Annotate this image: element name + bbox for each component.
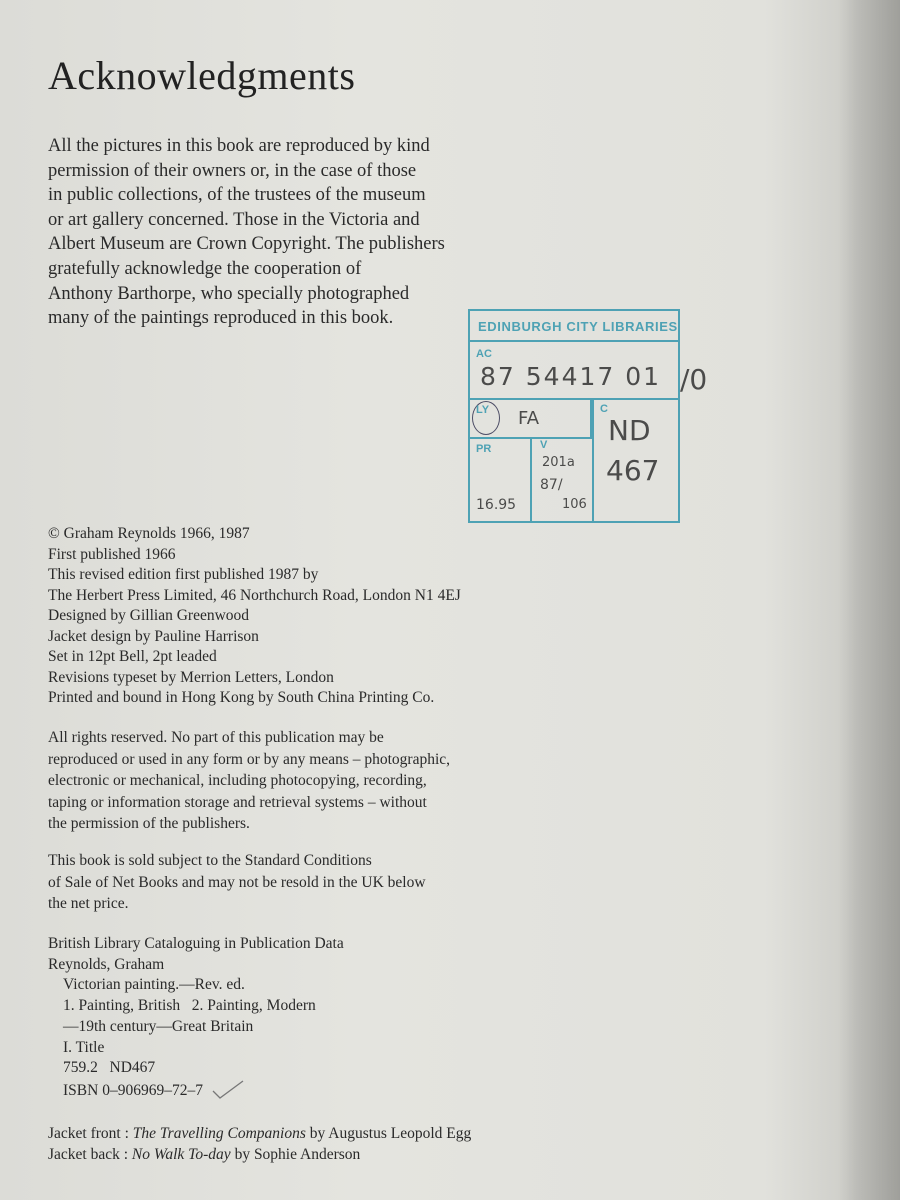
stamp-ac-value: 87 54417 01 (480, 362, 662, 391)
imprint-line: The Herbert Press Limited, 46 Northchurch Road, London N1 4EJ (48, 586, 461, 604)
rights-line: taping or information storage and retrieval systems – without (48, 793, 427, 811)
jacket-front-label: Jacket front : (48, 1125, 129, 1142)
checkmark-icon (211, 1079, 245, 1101)
stamp-header: EDINBURGH CITY LIBRARIES (470, 311, 678, 342)
stamp-v-value-3: 106 (562, 497, 587, 512)
cip-line: I. Title (63, 1038, 105, 1056)
library-stamp (468, 309, 708, 523)
jacket-back-title: No Walk To-day (131, 1145, 231, 1163)
jacket-back-line (48, 1145, 471, 1166)
jacket-credits (48, 1124, 471, 1165)
jacket-front-line (48, 1124, 471, 1145)
sale-line: This book is sold subject to the Standard Conditions (48, 852, 372, 869)
jacket-front-title: The Travelling Companions (132, 1125, 306, 1142)
sale-line: of Sale of Net Books and may not be resold in the UK below (48, 873, 426, 891)
stamp-v-value-1: 201a (542, 455, 575, 470)
page-title: Acknowledgments (48, 53, 356, 98)
isbn-text: ISBN 0–906969–72–7 (63, 1081, 203, 1099)
intro-line: All the pictures in this book are reproduced by kind (48, 136, 430, 156)
cip-line: 1. Painting, British 2. Painting, Modern (63, 997, 316, 1015)
imprint-line: Revisions typeset by Merrion Letters, London (48, 668, 334, 686)
rights-block (48, 727, 450, 835)
stamp-pr-label: PR (476, 443, 492, 455)
cip-heading: British Library Cataloguing in Publication Data (48, 935, 344, 952)
stamp-v-cell (532, 439, 592, 521)
stamp-v-label: V (540, 439, 548, 451)
stamp-c-value-1: ND (608, 414, 651, 447)
rights-line: electronic or mechanical, including photocopying, recording, (48, 772, 427, 789)
intro-line: permission of their owners or, in the case of those (48, 160, 417, 181)
rights-line: reproduced or used in any form or by any means – photographic, (48, 750, 451, 768)
stamp-ac-label: AC (476, 348, 492, 360)
stamp-c-value-2: 467 (606, 454, 660, 487)
stamp-ac-cell (470, 342, 678, 400)
stamp-pr-value: 16.95 (476, 497, 517, 513)
cip-author: Reynolds, Graham (48, 955, 165, 973)
intro-line: gratefully acknowledge the cooperation of (48, 258, 362, 279)
imprint-line: Set in 12pt Bell, 2pt leaded (48, 648, 217, 665)
acknowledgments-paragraph (48, 134, 528, 331)
imprint-line: © Graham Reynolds 1966, 1987 (48, 525, 250, 542)
sale-conditions-block (48, 850, 426, 915)
intro-line: Albert Museum are Crown Copyright. The publishers (48, 234, 445, 255)
imprint-block (48, 524, 461, 709)
show-through-ghost-top (560, 80, 586, 180)
cip-block (48, 934, 344, 1102)
jacket-front-artist: by Augustus Leopold Egg (309, 1125, 472, 1142)
cip-line: Victorian painting.—Rev. ed. (63, 976, 245, 994)
sale-line: the net price. (48, 895, 129, 912)
stamp-ly-label: LY (476, 404, 490, 416)
stamp-ly-cell (470, 400, 592, 439)
stamp-ac-suffix: /0 (680, 363, 708, 396)
imprint-line: Designed by Gillian Greenwood (48, 607, 250, 624)
intro-line: or art gallery concerned. Those in the Victoria and (48, 209, 420, 230)
jacket-back-label: Jacket back : (48, 1145, 129, 1163)
imprint-line: Jacket design by Pauline Harrison (48, 627, 259, 645)
stamp-pr-cell (470, 439, 532, 521)
imprint-line: First published 1966 (48, 545, 176, 563)
intro-line: in public collections, of the trustees of the museum (48, 185, 426, 206)
stamp-c-label: C (600, 403, 608, 415)
cip-line: —19th century—Great Britain (63, 1017, 254, 1035)
stamp-ly-value: FA (518, 408, 540, 429)
stamp-c-cell (592, 400, 678, 521)
rights-line: the permission of the publishers. (48, 815, 250, 832)
rights-line: All rights reserved. No part of this publication may be (48, 729, 384, 746)
jacket-back-artist: by Sophie Anderson (234, 1145, 361, 1163)
intro-line: Anthony Barthorpe, who specially photographed (48, 283, 410, 304)
cip-line: 759.2 ND467 (63, 1059, 156, 1077)
intro-line: many of the paintings reproduced in this book. (48, 308, 394, 329)
imprint-line: This revised edition first published 1987 by (48, 566, 319, 583)
stamp-v-value-2: 87/ (540, 477, 563, 493)
cip-isbn (48, 1079, 344, 1102)
imprint-line: Printed and bound in Hong Kong by South China Printing Co. (48, 689, 435, 706)
page-edge-shadow (838, 0, 900, 1200)
